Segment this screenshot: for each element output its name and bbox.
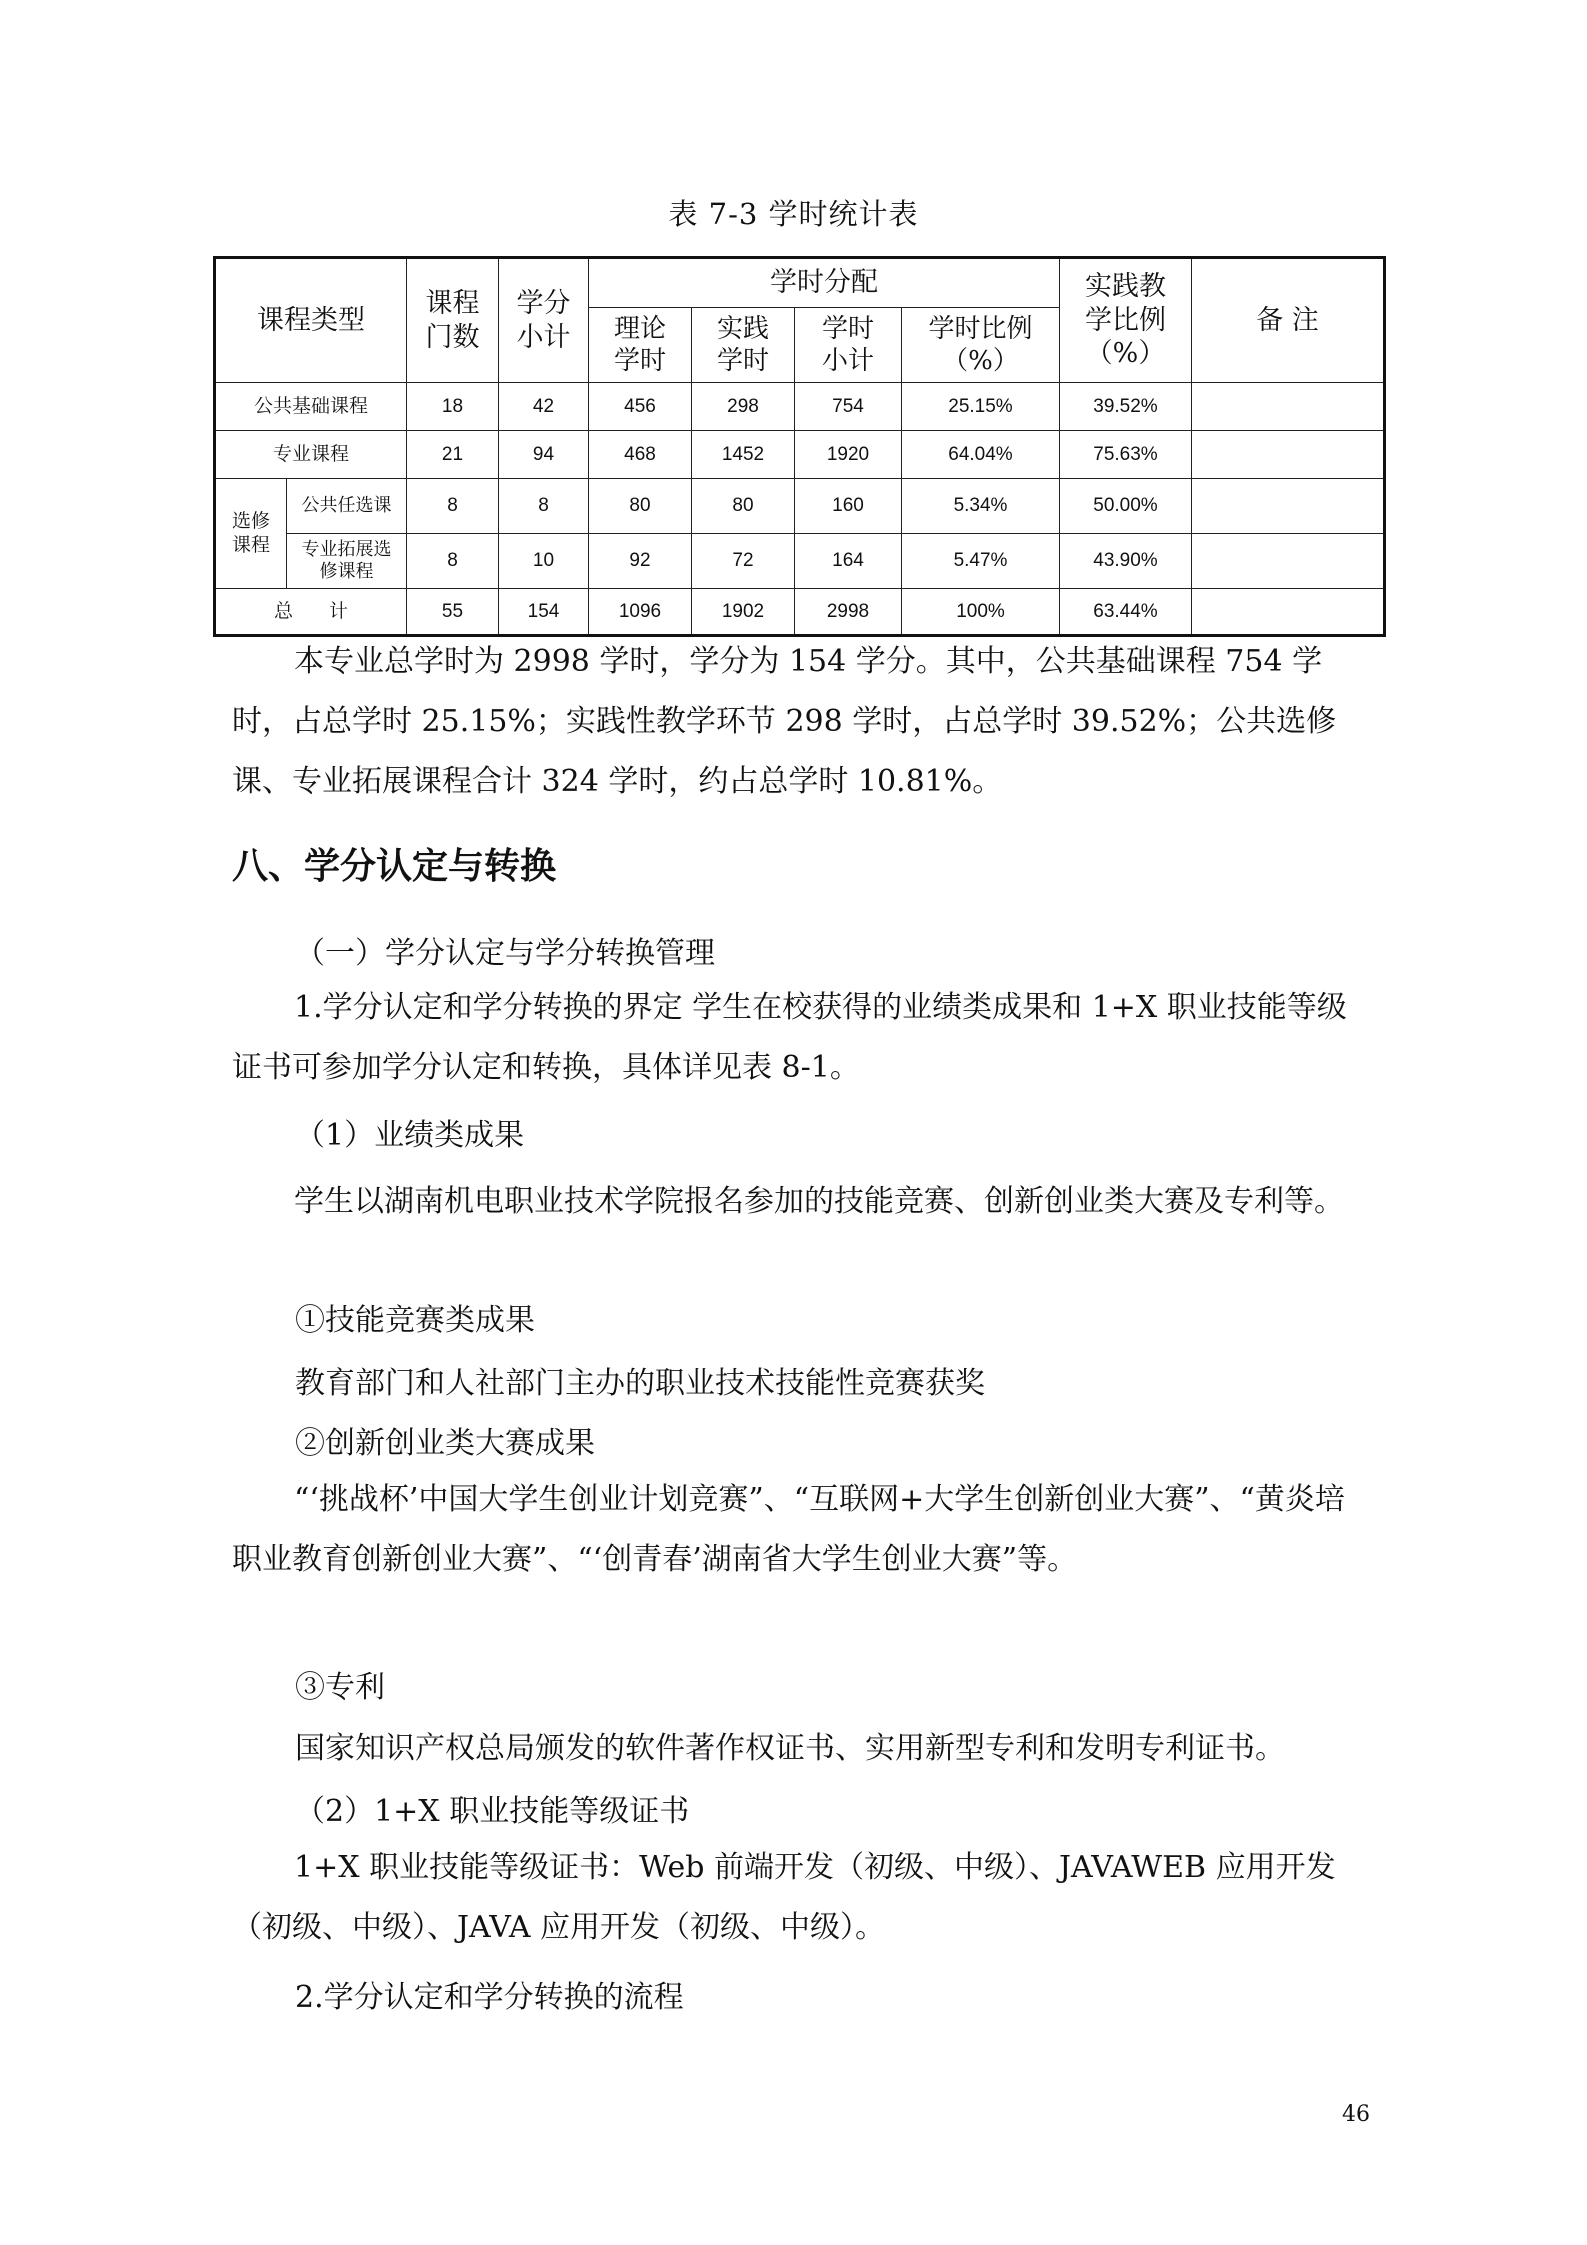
row-ratio: 5.34% [902,479,1060,534]
row-remarks [1192,431,1385,479]
paragraph-process: 2.学分认定和学分转换的流程 [295,1980,684,2015]
row-count: 8 [407,534,499,589]
row-theory: 468 [589,431,692,479]
header-credit-subtotal: 学分小计 [499,258,589,383]
row-practice-ratio: 75.63% [1060,431,1192,479]
page-number: 46 [1342,2102,1370,2127]
table-row [215,431,1385,479]
row-count: 55 [407,589,499,636]
header-course-type: 课程类型 [215,258,407,383]
table-row [215,479,1385,534]
paragraph-performance: 学生以湖南机电职业技术学院报名参加的技能竞赛、创新创业类大赛及专利等。 [294,1184,1344,1219]
header-practice-ratio: 实践教学比例（%） [1060,258,1192,383]
row-practice: 1902 [692,589,795,636]
table-caption: 表 7-3 学时统计表 [668,197,919,231]
row-credits: 10 [499,534,589,589]
row-credits: 42 [499,383,589,431]
row-practice-ratio: 43.90% [1060,534,1192,589]
row-subtotal: 164 [795,534,902,589]
row-count: 18 [407,383,499,431]
row-theory: 1096 [589,589,692,636]
row-subtotal: 2998 [795,589,902,636]
row-practice-ratio: 50.00% [1060,479,1192,534]
row-practice-ratio: 63.44% [1060,589,1192,636]
header-theory-hours: 理论学时 [589,308,692,383]
subsection-heading: （一）学分认定与学分转换管理 [295,936,715,971]
table-row [215,534,1385,589]
header-hours-subtotal: 学时小计 [795,308,902,383]
row-ratio: 64.04% [902,431,1060,479]
row-count: 21 [407,431,499,479]
header-hours-ratio: 学时比例（%） [902,308,1060,383]
row-course-type: 专业课程 [215,431,407,479]
row-ratio: 25.15% [902,383,1060,431]
row-subtotal: 754 [795,383,902,431]
row-credits: 154 [499,589,589,636]
paragraph-certificates: 1+X 职业技能等级证书：Web 前端开发（初级、中级）、JAVAWEB 应用开发（初级、中级）、JAVA 应用开发（初级、中级）。 [232,1850,1336,1945]
row-practice: 80 [692,479,795,534]
paragraph-skill-competition: 教育部门和人社部门主办的职业技术技能性竞赛获奖 [295,1366,985,1401]
section-heading: 八、学分认定与转换 [232,846,557,887]
header-remarks: 备 注 [1192,258,1385,383]
row-subtotal: 1920 [795,431,902,479]
header-practice-hours: 实践学时 [692,308,795,383]
row-remarks [1192,383,1385,431]
row-ratio: 100% [902,589,1060,636]
item-patent: ③专利 [295,1670,385,1705]
row-course-type: 公共任选课 [287,479,407,534]
item-certificates: （2）1+X 职业技能等级证书 [295,1794,690,1829]
header-hour-allocation: 学时分配 [589,258,1060,308]
row-ratio: 5.47% [902,534,1060,589]
row-subtotal: 160 [795,479,902,534]
row-count: 8 [407,479,499,534]
table-total-row [215,589,1385,636]
row-practice-ratio: 39.52% [1060,383,1192,431]
item-skill-competition: ①技能竞赛类成果 [295,1303,535,1338]
row-practice: 72 [692,534,795,589]
row-remarks [1192,534,1385,589]
table-row [215,383,1385,431]
table-header-row [215,258,1385,308]
paragraph-definition: 1.学分认定和学分转换的界定 学生在校获得的业绩类成果和 1+X 职业技能等级证书可参加学分认定和转换，具体详见表 8-1。 [232,990,1347,1085]
hours-statistics-table [213,256,1386,637]
item-performance-results: （1）业绩类成果 [295,1118,525,1153]
row-remarks [1192,479,1385,534]
row-theory: 80 [589,479,692,534]
row-remarks [1192,589,1385,636]
summary-paragraph: 本专业总学时为 2998 学时，学分为 154 学分。其中，公共基础课程 754 学时，占总学时 25.15%；实践性教学环节 298 学时，占总学时 39.52%；公共选修课、专业拓展课程合计 324 学时，约占总学时 10.81%。 [232,644,1337,799]
row-theory: 456 [589,383,692,431]
elective-group-label: 选修课程 [215,479,287,589]
row-course-type: 总 计 [215,589,407,636]
row-course-type: 专业拓展选修课程 [287,534,407,589]
row-course-type: 公共基础课程 [215,383,407,431]
paragraph-patent: 国家知识产权总局颁发的软件著作权证书、实用新型专利和发明专利证书。 [295,1731,1285,1766]
row-credits: 94 [499,431,589,479]
paragraph-innovation-contest: “‘挑战杯’中国大学生创业计划竞赛”、“互联网+大学生创新创业大赛”、“黄炎培职业教育创新创业大赛”、“‘创青春’湖南省大学生创业大赛”等。 [232,1482,1345,1577]
item-innovation-contest: ②创新创业类大赛成果 [295,1426,595,1461]
row-credits: 8 [499,479,589,534]
row-theory: 92 [589,534,692,589]
row-practice: 1452 [692,431,795,479]
header-course-count: 课程门数 [407,258,499,383]
row-practice: 298 [692,383,795,431]
